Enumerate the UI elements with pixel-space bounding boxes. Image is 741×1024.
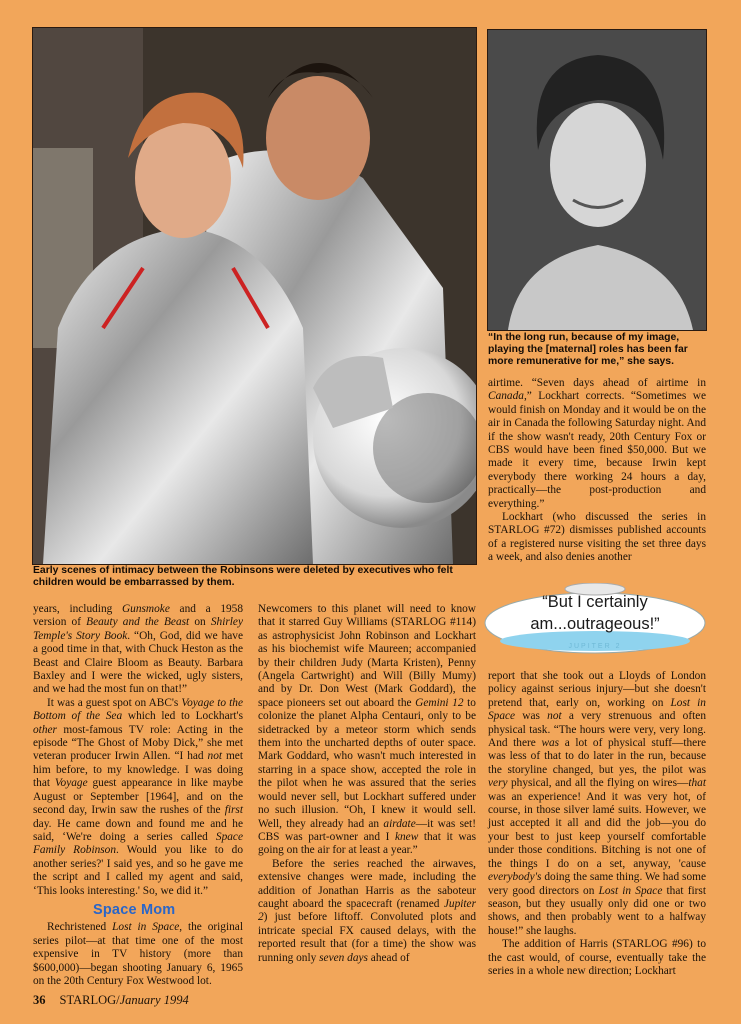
italic-text: Voyage — [54, 777, 88, 790]
italic-text: first — [224, 804, 243, 817]
text-run: report that she took out a Lloyds of London policy against serious injury—but she doesn't pretend that, early on, working on — [488, 670, 706, 709]
text-run: Before the series reached the airwaves, extensive changes were made, including the addition of Jonathan Harris as the saboteur caught aboard the spacecraft (renamed — [258, 857, 476, 910]
saucer-hull-label: JUPITER 2 — [568, 643, 622, 650]
italic-text: knew — [394, 830, 419, 843]
text-run: day. He came down and found me and he said, ‘We're doing a series called — [33, 817, 243, 843]
paragraph: The addition of Harris (STARLOG #96) to the cast would, of course, eventually take the series in a whole new direction; Lockhart — [488, 938, 706, 977]
text-run: Newcomers to this planet will need to know that it starred Guy Williams (STARLOG #114) as astrophysicist John Robinson and Lockhart as his biochemist wife Maureen; accompanied by their children Judy (Marta Kristen), Penny (Angela Cartwright) and Will (Billy Mumy) and by Dr. Don West (Mark Goddard), the space pioneers set out aboard the — [258, 603, 476, 709]
main-photo-illustration — [33, 28, 476, 564]
article-column-1 — [33, 603, 243, 988]
side-photo-illustration — [488, 30, 706, 330]
section-subhead: Space Mom — [93, 901, 176, 918]
main-photo-robinsons — [32, 27, 477, 565]
text-run: most-famous TV role: Acting in the episode “The Ghost of Moby Dick,” she met veteran producer Irwin Allen. “I had — [33, 723, 243, 763]
article-column-2 — [258, 603, 476, 965]
text-run: ,” Lockhart corrects. “Sometimes we would finish on Monday and it would be on the air in Canada the following Saturday night. And if the show wasn't ready, 20th Century Fox or CBS would have been fined $50,000. But we made it every time, because Irwin kept everybody there working 24 hours a day, practically—the post-production and everything.” — [488, 390, 707, 510]
italic-text: that — [688, 777, 706, 790]
text-run: . Would you like to do another series?' I said yes, and so he gave me the script and I called my agent and said, ‘This looks interesting.' So, we did it.” — [33, 844, 244, 897]
text-run: which led to Lockhart's — [122, 710, 243, 723]
italic-text: Gunsmoke — [121, 603, 170, 615]
text-run: a very strenuous and often physical task. “The hours were very, very long. And there — [488, 710, 706, 750]
pull-quote-text: “But I certainly am...outrageous!” — [530, 593, 660, 633]
main-photo-caption: Early scenes of intimacy between the Robinsons were deleted by executives who felt children would be embarrassed by them. — [33, 565, 453, 588]
italic-text: Lost in Space — [488, 696, 706, 723]
text-run: doing the same thing. We had some very good directors on — [488, 871, 706, 897]
text-run: . “Oh, God, did we have a good time in that, with Chuck Heston as the Beast and Claire Bloom as Beauty. Barbara Baxley and I were the wicked, ugly sisters, and we had the most fun on that!” — [33, 629, 243, 696]
italic-text: Jupiter 2 — [258, 897, 476, 924]
text-run: physical, and all the flying on wires— — [507, 777, 689, 790]
text-run: airtime. “Seven days ahead of airtime in — [488, 377, 706, 389]
issue-date: January 1994 — [119, 993, 189, 1007]
text-run: was an experience! And it was very hot, of course, in those silver lamé suits. However, we just accepted it all and did the job—you do your best to just keep yourself comfortable under those conditions. Bitching is not one of the things I do on a set, anyway, 'cause — [488, 790, 706, 870]
italic-text: was — [541, 737, 560, 750]
text-run: guest appearance in like maybe August or September [1964], and on the second day, Irwin saw the rushes of the — [33, 777, 243, 817]
italic-text: Canada — [488, 390, 524, 403]
italic-text: Beauty and the Beast — [86, 616, 190, 629]
italic-text: other — [33, 723, 57, 736]
paragraph — [258, 858, 476, 965]
paragraph — [33, 921, 243, 988]
italic-text: very — [488, 777, 508, 790]
page-folio — [33, 993, 189, 1008]
text-run: —it was set! CBS was part-owner and I — [258, 817, 476, 843]
italic-text: everybody's — [488, 871, 542, 884]
italic-text: seven days — [319, 951, 368, 964]
text-run: Rechristened — [47, 921, 113, 934]
text-run: , the original series pilot—at that time one of the most expensive in TV history (more than $600,000)—began shooting January 6, 1965 on the 20th Century Fox Westwood lot. — [33, 921, 243, 987]
italic-text: Voyage to the Bottom of the Sea — [33, 696, 243, 723]
text-run: met him before, to my knowledge. I was doing that — [33, 750, 243, 790]
paragraph — [258, 603, 476, 858]
text-run: that it was going on the air for at least a year.” — [258, 830, 476, 857]
paragraph — [33, 603, 243, 697]
article-column-3-top — [488, 377, 706, 565]
italic-text: not — [207, 750, 223, 763]
italic-text: airdate — [383, 817, 416, 830]
italic-text: Space Family Robinson — [33, 830, 243, 857]
side-photo-caption: “In the long run, because of my image, playing the [maternal] roles has been far more remunerative for me,” she says. — [488, 332, 688, 367]
italic-text: Lost in Space — [112, 921, 180, 934]
text-run: a lot of physical stuff—there was less of that to do later in the run, because the storyline changed, but yes, the pilot was — [488, 737, 707, 776]
italic-text: Gemini 12 — [415, 696, 464, 709]
text-run: was — [515, 710, 548, 723]
magazine-name: STARLOG/ — [59, 993, 120, 1007]
paragraph — [488, 670, 706, 938]
text-run: and a 1958 version of — [33, 603, 244, 629]
text-run: ) just before liftoff. Convoluted plots and intricate special FX caused delays, with the reported result that (for a time) the show was running only — [258, 911, 476, 964]
text-run: that first season, but they usually only did one or two shows, and then probably went to a halfway house!” she laughs. — [488, 884, 706, 937]
italic-text: not — [547, 710, 562, 723]
italic-text: Shirley Temple's Story Book — [33, 616, 243, 642]
side-photo-lockhart — [487, 29, 707, 331]
text-run: It was a guest spot on ABC's — [47, 696, 182, 709]
page-number: 36 — [33, 993, 46, 1007]
paragraph — [33, 697, 243, 898]
pull-quote-saucer — [484, 583, 706, 659]
text-run: on — [189, 616, 211, 629]
text-run: ahead of — [367, 951, 410, 964]
text-run: years, including — [33, 603, 122, 615]
article-column-3-bottom — [488, 670, 706, 978]
paragraph: Lockhart (who discussed the series in STARLOG #72) dismisses published accounts of a registered nurse visiting the set three days a week, and also denies another — [488, 511, 706, 564]
paragraph — [488, 377, 706, 511]
italic-text: Lost in Space — [598, 884, 663, 897]
text-run: to colonize the planet Alpha Centauri, only to be sidetracked by a meteor storm which sends them into the uncharted depths of outer space. Mark Goddard, who wasn't much interested in starring in a space show, accepted the role in the pilot when he was assured that the series would never sell, but Lockhart suffered under no such illusion. “Oh, I knew it would sell. Well, they already had an — [258, 696, 476, 830]
